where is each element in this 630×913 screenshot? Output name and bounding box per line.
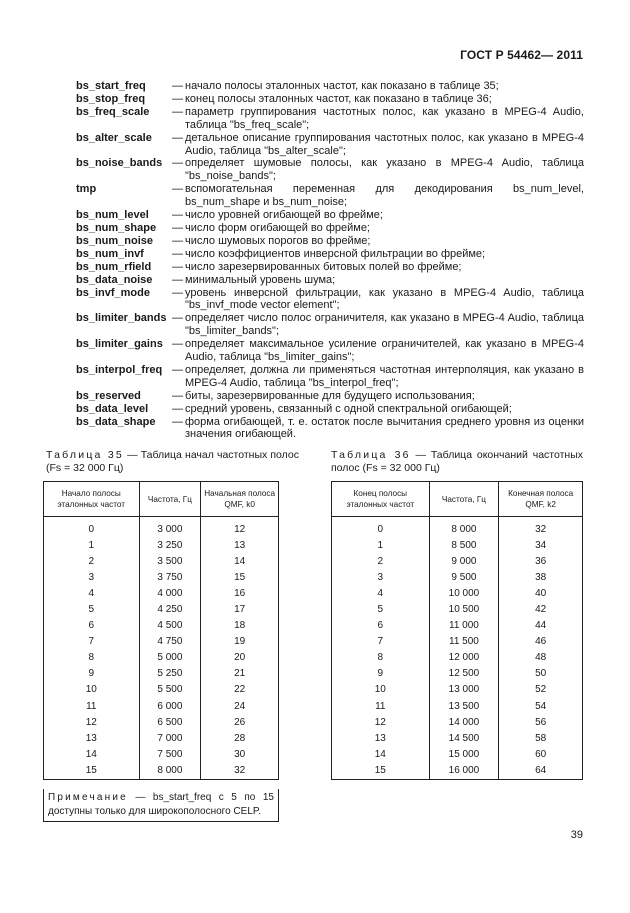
table-35-header: Начальная полоса QMF, k0 [201,482,279,517]
table-cell: 28 [201,730,279,746]
table-row [332,682,583,698]
table-row [44,698,279,714]
definition-item [76,274,584,287]
table-row [44,601,279,617]
table-cell: 3 000 [139,521,201,537]
definition-dash: — [172,363,183,376]
table-36-label: Таблица 36 [331,449,411,461]
definition-item [76,157,584,183]
table-row [332,730,583,746]
definition-text: число форм огибающей во фрейме; [185,221,370,234]
definition-item [76,287,584,313]
table-cell: 16 000 [429,762,499,779]
table-cell: 10 [44,682,140,698]
table-row [44,537,279,553]
table-cell: 1 [44,537,140,553]
table-cell: 15 [44,762,140,779]
definition-item [76,338,584,364]
table-cell: 24 [201,698,279,714]
definition-dash: — [172,338,183,351]
table-cell: 12 [332,714,430,730]
table-cell: 8 000 [139,762,201,779]
definition-item [76,80,584,93]
table-cell: 6 [332,618,430,634]
table-row [44,650,279,666]
table-row [44,746,279,762]
table-cell: 3 750 [139,569,201,585]
table-cell: 0 [332,521,430,537]
definition-text: число коэффициентов инверсной фильтрации во фрейме; [185,247,486,260]
table-cell: 14 500 [429,730,499,746]
table-cell: 32 [499,521,583,537]
definition-term: bs_num_noise [76,234,154,247]
definitions-list [76,80,584,441]
definition-item [76,390,584,403]
definition-dash: — [172,183,183,196]
definition-text: определяет число полос ограничителя, как указано в MPEG-4 Audio, таблица "bs_limiter_bands"; [185,312,584,338]
table-35-note [43,789,279,822]
definition-dash: — [172,415,183,428]
table-row [44,585,279,601]
definition-item [76,248,584,261]
table-row [332,618,583,634]
table-cell: 12 [44,714,140,730]
definition-term: bs_stop_freq [76,92,146,105]
table-cell: 40 [499,585,583,601]
table-cell: 12 000 [429,650,499,666]
definition-dash: — [172,209,183,222]
table-35-title: — Таблица начал частотных полос (Fs = 32 000 Гц) [46,449,299,474]
definition-dash: — [172,247,183,260]
table-row [332,666,583,682]
table-cell: 8 500 [429,537,499,553]
table-row [44,682,279,698]
table-cell: 15 [201,569,279,585]
table-cell: 14 [201,553,279,569]
table-cell: 9 [332,666,430,682]
table-cell: 6 [44,618,140,634]
definition-text: конец полосы эталонных частот, как показано в таблице 36; [185,92,492,105]
table-35-header: Начало полосы эталонных частот [44,482,140,517]
table-row [44,634,279,650]
definition-dash: — [172,260,183,273]
table-cell: 2 [44,553,140,569]
table-36-header: Частота, Гц [429,482,499,517]
table-row [332,650,583,666]
table-cell: 14 [44,746,140,762]
definition-term: bs_num_level [76,209,149,222]
definition-text: число зарезервированных битовых полей во фрейме; [185,260,462,273]
table-cell: 44 [499,618,583,634]
definition-term: bs_start_freq [76,80,146,92]
definition-term: bs_reserved [76,389,141,402]
definition-term: bs_alter_scale [76,131,152,144]
table-cell: 15 [332,762,430,779]
table-cell: 10 [332,682,430,698]
table-cell: 54 [499,698,583,714]
definition-dash: — [172,80,183,92]
definition-item [76,261,584,274]
definition-term: bs_limiter_bands [76,312,167,325]
table-cell: 10 500 [429,601,499,617]
table-row [332,521,583,537]
table-cell: 9 500 [429,569,499,585]
table-row [44,714,279,730]
table-cell: 4 250 [139,601,201,617]
table-cell: 20 [201,650,279,666]
table-cell: 3 500 [139,553,201,569]
table-35-note-label: Примечание [48,792,128,803]
table-cell: 8 [44,650,140,666]
definition-text: начало полосы эталонных частот, как показано в таблице 35; [185,80,499,92]
table-cell: 4 [332,585,430,601]
table-cell: 9 [44,666,140,682]
definition-item [76,209,584,222]
definition-text: вспомогательная переменная для декодирования bs_num_level, bs_num_shape и bs_num_noise; [185,183,584,209]
table-35-caption [46,449,299,474]
definition-dash: — [172,92,183,105]
table-cell: 10 000 [429,585,499,601]
table-36-caption [331,449,583,474]
table-cell: 46 [499,634,583,650]
table-cell: 11 500 [429,634,499,650]
table-row [332,634,583,650]
document-id: ГОСТ Р 54462— 2011 [460,48,583,62]
table-cell: 12 [201,521,279,537]
table-36 [331,481,583,780]
table-cell: 13 [332,730,430,746]
table-cell: 50 [499,666,583,682]
definition-dash: — [172,312,183,325]
table-cell: 11 [332,698,430,714]
page-number: 39 [570,829,583,841]
table-35-label: Таблица 35 [46,449,124,461]
table-cell: 4 [44,585,140,601]
table-cell: 15 000 [429,746,499,762]
definition-item [76,183,584,209]
table-row [332,537,583,553]
definition-dash: — [172,234,183,247]
definition-item [76,222,584,235]
table-35 [43,481,279,780]
table-cell: 3 [332,569,430,585]
table-cell: 11 [44,698,140,714]
table-cell: 64 [499,762,583,779]
table-row [332,569,583,585]
table-row [44,569,279,585]
table-cell: 9 000 [429,553,499,569]
table-35-note-text: — bs_start_freq с 5 по 15 доступны только для широкополосного CELP. [48,792,274,817]
definition-item [76,416,584,442]
table-cell: 0 [44,521,140,537]
table-row [44,762,279,779]
table-cell: 5 000 [139,650,201,666]
definition-term: bs_interpol_freq [76,363,163,376]
definition-text: средний уровень, связанный с одной спектральной огибающей; [185,402,512,415]
definition-text: уровень инверсной фильтрации, как указано в MPEG-4 Audio, таблица "bs_invf_mode vector element"; [185,286,584,312]
table-row [332,698,583,714]
definition-dash: — [172,286,183,299]
table-cell: 18 [201,618,279,634]
definition-item [76,106,584,132]
definition-term: bs_data_level [76,402,149,415]
definition-item [76,132,584,158]
table-36-header: Конец полосы эталонных частот [332,482,430,517]
table-row [44,666,279,682]
table-cell: 16 [201,585,279,601]
definition-dash: — [172,131,183,144]
definition-text: минимальный уровень шума; [185,273,336,286]
definition-text: определяет максимальное усиление ограничителей, как указано в MPEG-4 Audio, таблица "bs_limiter_gains"; [185,338,584,364]
table-cell: 12 500 [429,666,499,682]
table-row [332,601,583,617]
definition-text: определяет, должна ли применяться частотная интерполяция, как указано в MPEG-4 Audio, таблица "bs_interpol_freq"; [185,363,584,389]
definition-text: форма огибающей, т. е. остаток после вычитания среднего уровня из оценки значения огибающей. [185,415,584,441]
definition-item [76,403,584,416]
definition-dash: — [172,221,183,234]
table-cell: 7 [332,634,430,650]
definition-term: bs_data_noise [76,273,153,286]
definition-text: определяет шумовые полосы, как указано в MPEG-4 Audio, таблица "bs_noise_bands"; [185,157,584,183]
table-cell: 2 [332,553,430,569]
definition-term: bs_limiter_gains [76,338,163,351]
table-cell: 58 [499,730,583,746]
definition-term: bs_freq_scale [76,105,150,118]
table-cell: 13 500 [429,698,499,714]
definition-text: число шумовых порогов во фрейме; [185,234,371,247]
table-row [44,553,279,569]
table-row [44,730,279,746]
table-cell: 56 [499,714,583,730]
definition-dash: — [172,273,183,286]
definition-term: bs_num_shape [76,221,157,234]
table-35-header: Частота, Гц [139,482,201,517]
table-row [44,618,279,634]
table-cell: 14 000 [429,714,499,730]
table-cell: 30 [201,746,279,762]
table-cell: 13 000 [429,682,499,698]
table-cell: 1 [332,537,430,553]
table-cell: 4 500 [139,618,201,634]
definition-text: детальное описание группирования частотных полос, как указано в MPEG-4 Audio, таблица "bs_alter_scale"; [185,131,584,157]
table-cell: 52 [499,682,583,698]
table-row [44,521,279,537]
table-cell: 17 [201,601,279,617]
table-cell: 34 [499,537,583,553]
definition-term: bs_num_rfield [76,260,152,273]
table-cell: 6 000 [139,698,201,714]
table-cell: 5 [44,601,140,617]
table-cell: 7 000 [139,730,201,746]
table-row [332,714,583,730]
table-cell: 8 [332,650,430,666]
table-row [332,762,583,779]
table-cell: 7 [44,634,140,650]
table-cell: 42 [499,601,583,617]
definition-item [76,364,584,390]
definition-item [76,312,584,338]
definition-item [76,235,584,248]
table-cell: 38 [499,569,583,585]
table-cell: 8 000 [429,521,499,537]
definition-term: bs_num_invf [76,247,144,260]
table-cell: 26 [201,714,279,730]
definition-term: tmp [76,183,97,196]
table-cell: 5 [332,601,430,617]
table-cell: 14 [332,746,430,762]
table-cell: 3 250 [139,537,201,553]
definition-dash: — [172,402,183,415]
table-cell: 13 [201,537,279,553]
table-cell: 13 [44,730,140,746]
table-cell: 3 [44,569,140,585]
table-cell: 4 750 [139,634,201,650]
table-cell: 11 000 [429,618,499,634]
table-cell: 36 [499,553,583,569]
table-cell: 7 500 [139,746,201,762]
definition-text: число уровней огибающей во фрейме; [185,209,383,222]
definition-text: биты, зарезервированные для будущего использования; [185,389,475,402]
table-cell: 60 [499,746,583,762]
table-cell: 22 [201,682,279,698]
definition-dash: — [172,105,183,118]
table-cell: 4 000 [139,585,201,601]
table-row [332,585,583,601]
definition-term: bs_data_shape [76,415,156,428]
definition-text: параметр группирования частотных полос, как указано в MPEG-4 Audio, таблица "bs_freq_scale"; [185,105,584,131]
table-cell: 5 500 [139,682,201,698]
table-cell: 32 [201,762,279,779]
table-cell: 5 250 [139,666,201,682]
table-row [332,746,583,762]
table-cell: 6 500 [139,714,201,730]
definition-term: bs_invf_mode [76,286,150,299]
table-cell: 21 [201,666,279,682]
table-cell: 48 [499,650,583,666]
table-36-title: — Таблица окончаний частотных полос (Fs = 32 000 Гц) [331,449,583,474]
definition-item [76,93,584,106]
table-36-header: Конечная полоса QMF, k2 [499,482,583,517]
table-row [332,553,583,569]
definition-dash: — [172,389,183,402]
definition-dash: — [172,157,183,170]
definition-term: bs_noise_bands [76,157,163,170]
table-cell: 19 [201,634,279,650]
